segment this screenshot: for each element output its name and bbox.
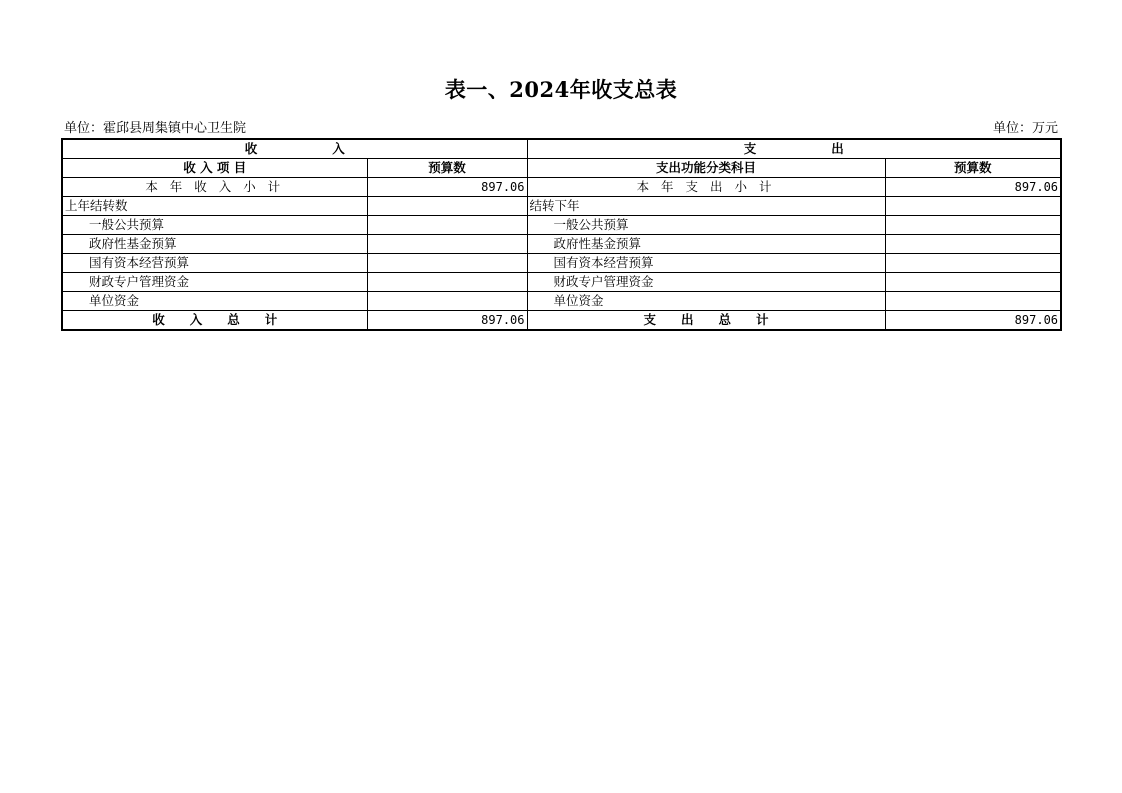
expense-item-value bbox=[885, 292, 1061, 311]
income-subtotal-value: 897.06 bbox=[367, 178, 527, 197]
expense-subtotal-label: 本 年 支 出 小 计 bbox=[527, 178, 885, 197]
expense-item-value bbox=[885, 235, 1061, 254]
income-item-value bbox=[367, 197, 527, 216]
income-item-value bbox=[367, 216, 527, 235]
income-amount-column-header: 预算数 bbox=[367, 159, 527, 178]
expense-amount-column-header: 预算数 bbox=[885, 159, 1061, 178]
income-item-label: 政府性基金预算 bbox=[62, 235, 367, 254]
income-item-value bbox=[367, 273, 527, 292]
expense-item-label: 国有资本经营预算 bbox=[527, 254, 885, 273]
income-subtotal-label: 本 年 收 入 小 计 bbox=[62, 178, 367, 197]
income-item-value bbox=[367, 254, 527, 273]
expense-total-label: 支 出 总 计 bbox=[527, 311, 885, 331]
expense-item-label: 财政专户管理资金 bbox=[527, 273, 885, 292]
income-item-column-header: 收 入 项 目 bbox=[62, 159, 367, 178]
expense-item-label: 一般公共预算 bbox=[527, 216, 885, 235]
table-row bbox=[62, 197, 1061, 216]
budget-summary-table bbox=[61, 138, 1062, 331]
table-row bbox=[62, 235, 1061, 254]
unit-currency: 单位：万元 bbox=[992, 121, 1058, 136]
income-section-header: 收 入 bbox=[62, 139, 527, 159]
page-title: 表一、2024年收支总表 bbox=[444, 77, 678, 102]
expense-item-column-header: 支出功能分类科目 bbox=[527, 159, 885, 178]
table-row bbox=[62, 292, 1061, 311]
expense-item-label: 政府性基金预算 bbox=[527, 235, 885, 254]
expense-total-value: 897.06 bbox=[885, 311, 1061, 331]
expense-item-value bbox=[885, 273, 1061, 292]
expense-item-label: 结转下年 bbox=[527, 197, 885, 216]
income-item-label: 单位资金 bbox=[62, 292, 367, 311]
subtotal-row bbox=[62, 178, 1061, 197]
income-item-value bbox=[367, 292, 527, 311]
expense-item-value bbox=[885, 216, 1061, 235]
table-row bbox=[62, 254, 1061, 273]
income-item-label: 一般公共预算 bbox=[62, 216, 367, 235]
income-total-value: 897.06 bbox=[367, 311, 527, 331]
unit-organization: 单位：霍邱县周集镇中心卫生院 bbox=[64, 121, 247, 136]
income-item-label: 财政专户管理资金 bbox=[62, 273, 367, 292]
expense-item-label: 单位资金 bbox=[527, 292, 885, 311]
expense-section-header: 支 出 bbox=[527, 139, 1061, 159]
expense-item-value bbox=[885, 254, 1061, 273]
income-item-label: 上年结转数 bbox=[62, 197, 367, 216]
income-item-label: 国有资本经营预算 bbox=[62, 254, 367, 273]
table-section-header-row bbox=[62, 139, 1061, 159]
income-total-label: 收 入 总 计 bbox=[62, 311, 367, 331]
expense-item-value bbox=[885, 197, 1061, 216]
total-row bbox=[62, 311, 1061, 331]
table-column-header-row bbox=[62, 159, 1061, 178]
table-row bbox=[62, 216, 1061, 235]
income-item-value bbox=[367, 235, 527, 254]
table-row bbox=[62, 273, 1061, 292]
expense-subtotal-value: 897.06 bbox=[885, 178, 1061, 197]
